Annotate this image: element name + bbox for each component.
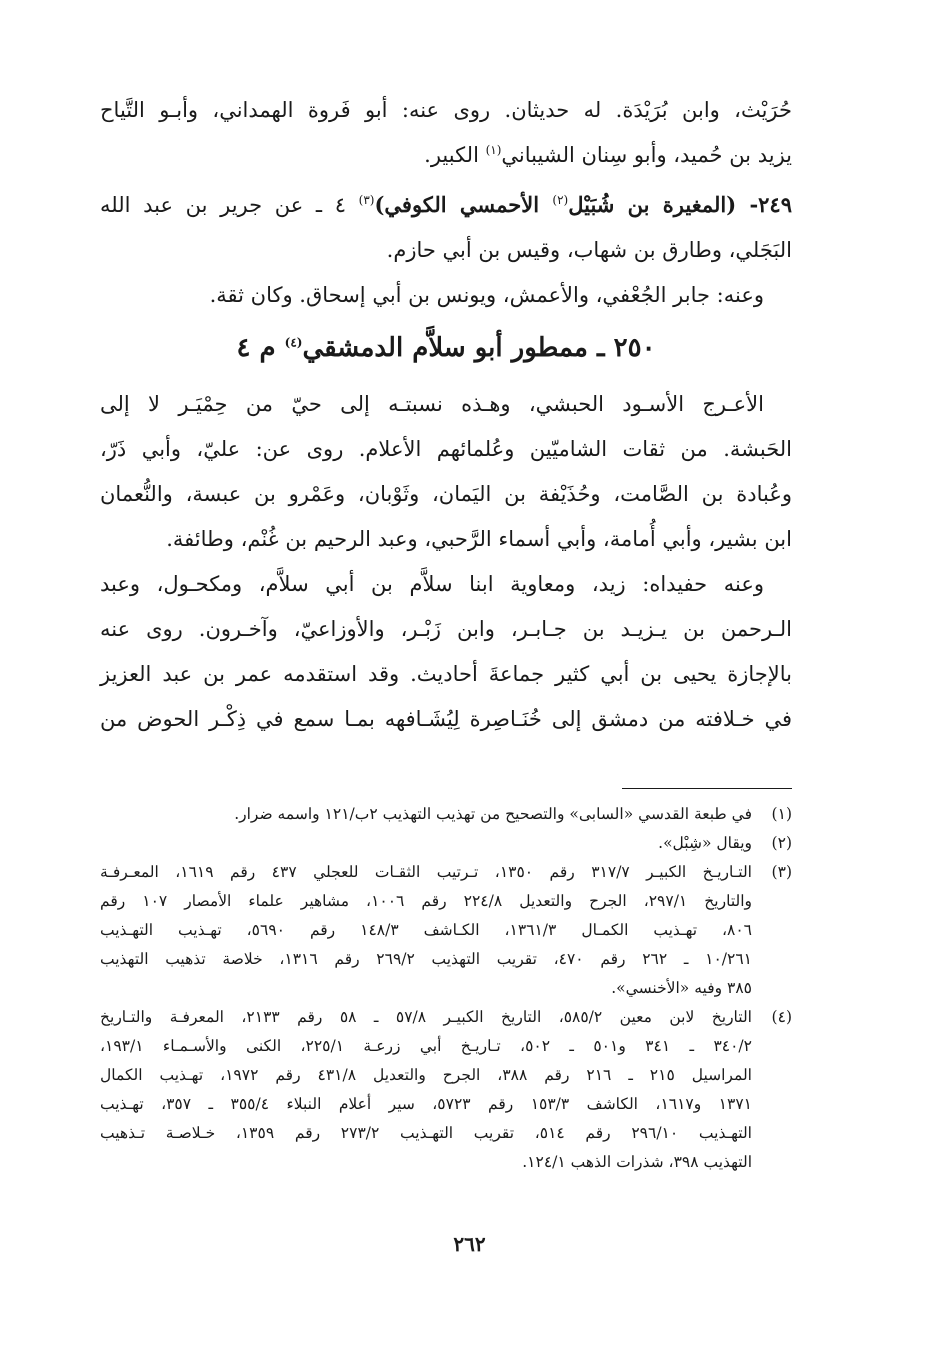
entry-249-line-3: وعنه: جابر الجُعْفي، والأعمش، ويونس بن أبي إسحاق. وكان ثقة. <box>209 283 764 307</box>
page-body <box>100 88 792 742</box>
entry-249-number: ٢٤٩- <box>749 192 792 217</box>
entry-249-line-2: البَجَلي، وطارق بن شهاب، وقيس بن أبي حازم. <box>386 238 792 262</box>
footnote-2: (٢) ويقال «شِبْل». <box>100 829 792 858</box>
footnote-1: (١) في طبعة القدسي «السابى» والتصحيح من تهذيب التهذيب ٢ب/١٢١ واسمه ضرار. <box>100 800 792 829</box>
entry-250-line-3: وعُبادة بن الصَّامت، وحُذَيْفة بن اليَمان، وثَوْبان، وعَمْرو بن عبسة، والنُّعمان <box>100 482 792 506</box>
entry-250-line-7: بالإجازة يحيى بن أبي كثير جماعةَ أحاديث. وقد استقدمه عمر بن عبد العزيز <box>100 662 792 686</box>
footnote-ref-3: (٣) <box>358 193 375 207</box>
footnote-3: (٣) التـاريـخ الكبيـر ٣١٧/٧ رقم ١٣٥٠، تـرتيب الثقـات للعجلي ٤٣٧ رقم ١٦١٩، المعـرفـة والتاريخ ٢٩٧/١، الجرح والتعديل ٢٢٤/٨ رقم ١٠٠٦، مشاهير علماء الأمصار ١٠٧ رقم ٨٠٦، تهـذيب الكمـال ١٣٦١/٣، الكـاشف ١٤٨/٣ رقم ٥٦٩٠، تهـذيب التهـذيب ١٠/٢٦١ ـ ٢٦٢ رقم ٤٧٠، تقريب التهذيب ٢٦٩/٢ رقم ١٣١٦، خلاصة تذهيب التهذيب ٣٨٥ وفيه «الأخنسي». <box>100 858 792 1003</box>
entry-249-line-1: ٢٤٩- (المغيرة بن شُبَيْل$^{(٢)}$ الأحمسي الكوفي)$^{(٣)}$ ٤ ـ عن جرير بن عبد الله <box>100 192 792 217</box>
footnotes <box>100 800 792 1177</box>
entry-250-line-2: الحَبشة. من ثقات الشاميّين وعُلمائهم الأعلام. روى عن: عليّ، وأبي ذَرّ، <box>100 437 792 461</box>
footnote-number: (٢) <box>771 834 792 852</box>
entry-250-line-4: ابن بشير، وأبي أُمامة، وأبي أسماء الرَّحبي، وعبد الرحيم بن غُنْم، وطائفة. <box>166 527 792 551</box>
footnote-4: (٤) التاريخ لابن معين ٥٨٥/٢، التاريخ الكبيـر ٥٧/٨ ـ ٥٨ رقم ٢١٣٣، المعرفـة والتـاريخ ٣٤٠/٢ ـ ٣٤١ و٥٠١ ـ ٥٠٢، تـاريـخ أبي زرعـة ٢٢٥/١، الكنى والأسـمـاء ١٩٣/١، المراسيل ٢١٥ ـ ٢١٦ رقم ٣٨٨، الجرح والتعديل ٤٣١/٨ رقم ١٩٧٢، تهـذيب الكمال ١٣٧١ و١٦١٧، الكاشف ١٥٣/٣ رقم ٥٧٢٣، سير أعلام النبلاء ٣٥٥/٤ ـ ٣٥٧، تهـذيب التهـذيب ٢٩٦/١٠ رقم ٥١٤، تقريب التهـذيب ٢٧٣/٢ رقم ١٣٥٩، خـلاصـة تـذهيب التهذيب ٣٩٨، شذرات الذهب ١٢٤/١. <box>100 1003 792 1177</box>
footnote-ref-1: (١) <box>485 143 502 157</box>
entry-250-heading: ٢٥٠ ـ ممطور أبو سلاَّم الدمشقي$^{(٤)}$ م ٤ <box>236 333 656 363</box>
footnote-ref-4: (٤) <box>284 335 303 350</box>
entry-250-line-5: وعنه حفيداه: زيد، ومعاوية ابنا سلاَّم بن أبي سلاَّم، ومكحـول، وعبد <box>100 572 764 596</box>
prev-entry-line-1: حُرَيْث، وابن بُرَيْدَة. له حديثان. روى عنه: أبو فَروة الهمداني، وأبـو التَّياح <box>100 98 792 122</box>
page-number: ٢٦٢ <box>453 1232 486 1256</box>
entry-250-line-6: الـرحمن بن يـزيـد بن جـابـر، وابن زَبْـر، والأوزاعيّ، وآخـرون. روى عنه <box>100 617 792 641</box>
entry-250-line-1: الأعـرج الأسـود الحبشي، وهـذه نسبتـه إلى حيّ من حِمْيَـر لا إلى <box>100 392 764 416</box>
footnote-ref-2: (٢) <box>552 193 569 207</box>
footnote-number: (١) <box>771 805 792 823</box>
entry-249-name: (المغيرة بن شُبَيْل <box>568 192 750 217</box>
footnote-number: (٣) <box>771 863 792 881</box>
prev-entry-line-2: يزيد بن حُميد، وأبو سِنان الشيباني$^{(١)}$ الكبير. <box>424 143 792 167</box>
entry-250-line-8: في خـلافته من دمشق إلى خُنَـاصِرة لِيُشَـافهه بمـا سمع في ذِكْـر الحوض من <box>100 707 792 731</box>
footnote-number: (٤) <box>771 1008 792 1026</box>
footnote-divider <box>622 788 792 789</box>
